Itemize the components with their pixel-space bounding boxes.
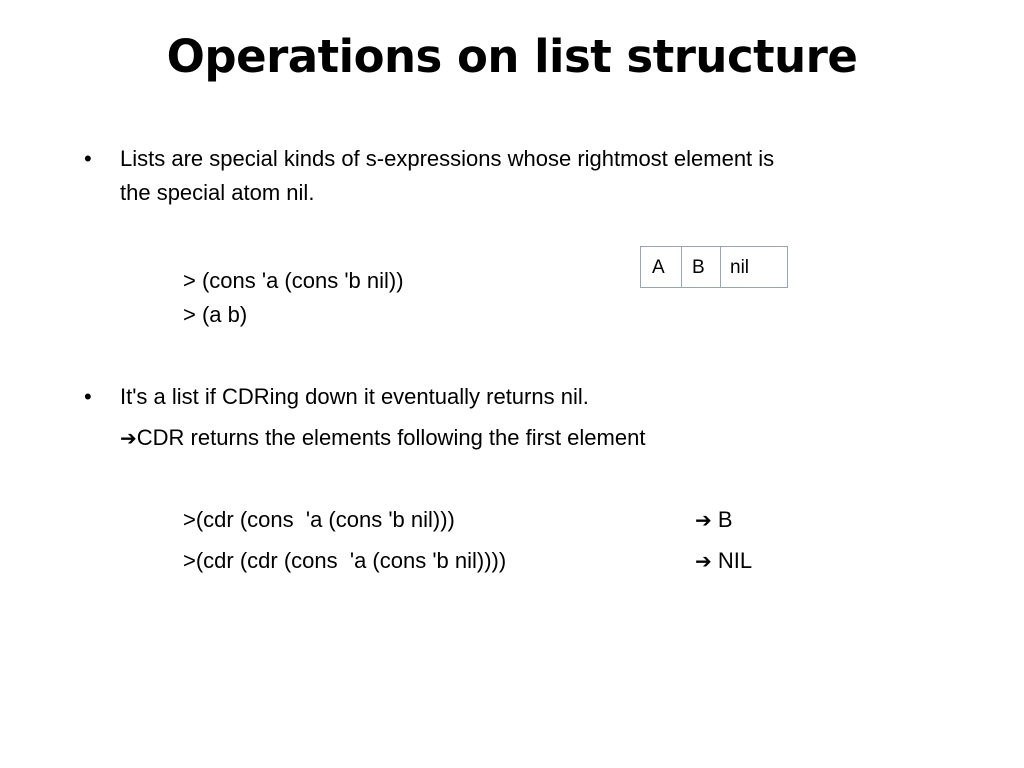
bullet-marker: • <box>84 384 92 409</box>
list-cell-value: A <box>652 257 665 278</box>
cdr-example-code: >(cdr (cdr (cons 'a (cons 'b nil)))) <box>183 548 507 573</box>
list-cell <box>682 247 721 288</box>
cdr-example-code: >(cdr (cons 'a (cons 'b nil))) <box>183 507 455 532</box>
list-cell-value: B <box>692 257 705 278</box>
bullet-1-line-1: Lists are special kinds of s-expressions whose rightmost element is <box>120 146 775 171</box>
right-arrow-icon: ➔ <box>120 426 137 450</box>
slide-title: Operations on list structure <box>166 30 858 83</box>
cdr-example-result <box>695 544 752 578</box>
list-cell <box>641 247 682 288</box>
cdr-result-value: NIL <box>711 548 753 573</box>
right-arrow-icon: ➔ <box>695 549 712 573</box>
list-cell <box>721 247 788 288</box>
list-cell-value: nil <box>730 257 750 278</box>
cdr-note <box>120 421 645 455</box>
cdr-result-value: B <box>711 507 733 532</box>
cdr-note-text: CDR returns the elements following the first element <box>136 425 646 450</box>
bullet-marker: • <box>84 146 92 171</box>
bullet-2-line-1: It's a list if CDRing down it eventually returns nil. <box>120 384 589 409</box>
example-output-line: > (a b) <box>183 302 248 327</box>
cdr-example-result <box>695 503 733 537</box>
list-cell-diagram <box>640 246 788 288</box>
bullet-1-line-2: the special atom nil. <box>120 180 315 205</box>
example-code-line: > (cons 'a (cons 'b nil)) <box>183 268 404 293</box>
right-arrow-icon: ➔ <box>695 508 712 532</box>
